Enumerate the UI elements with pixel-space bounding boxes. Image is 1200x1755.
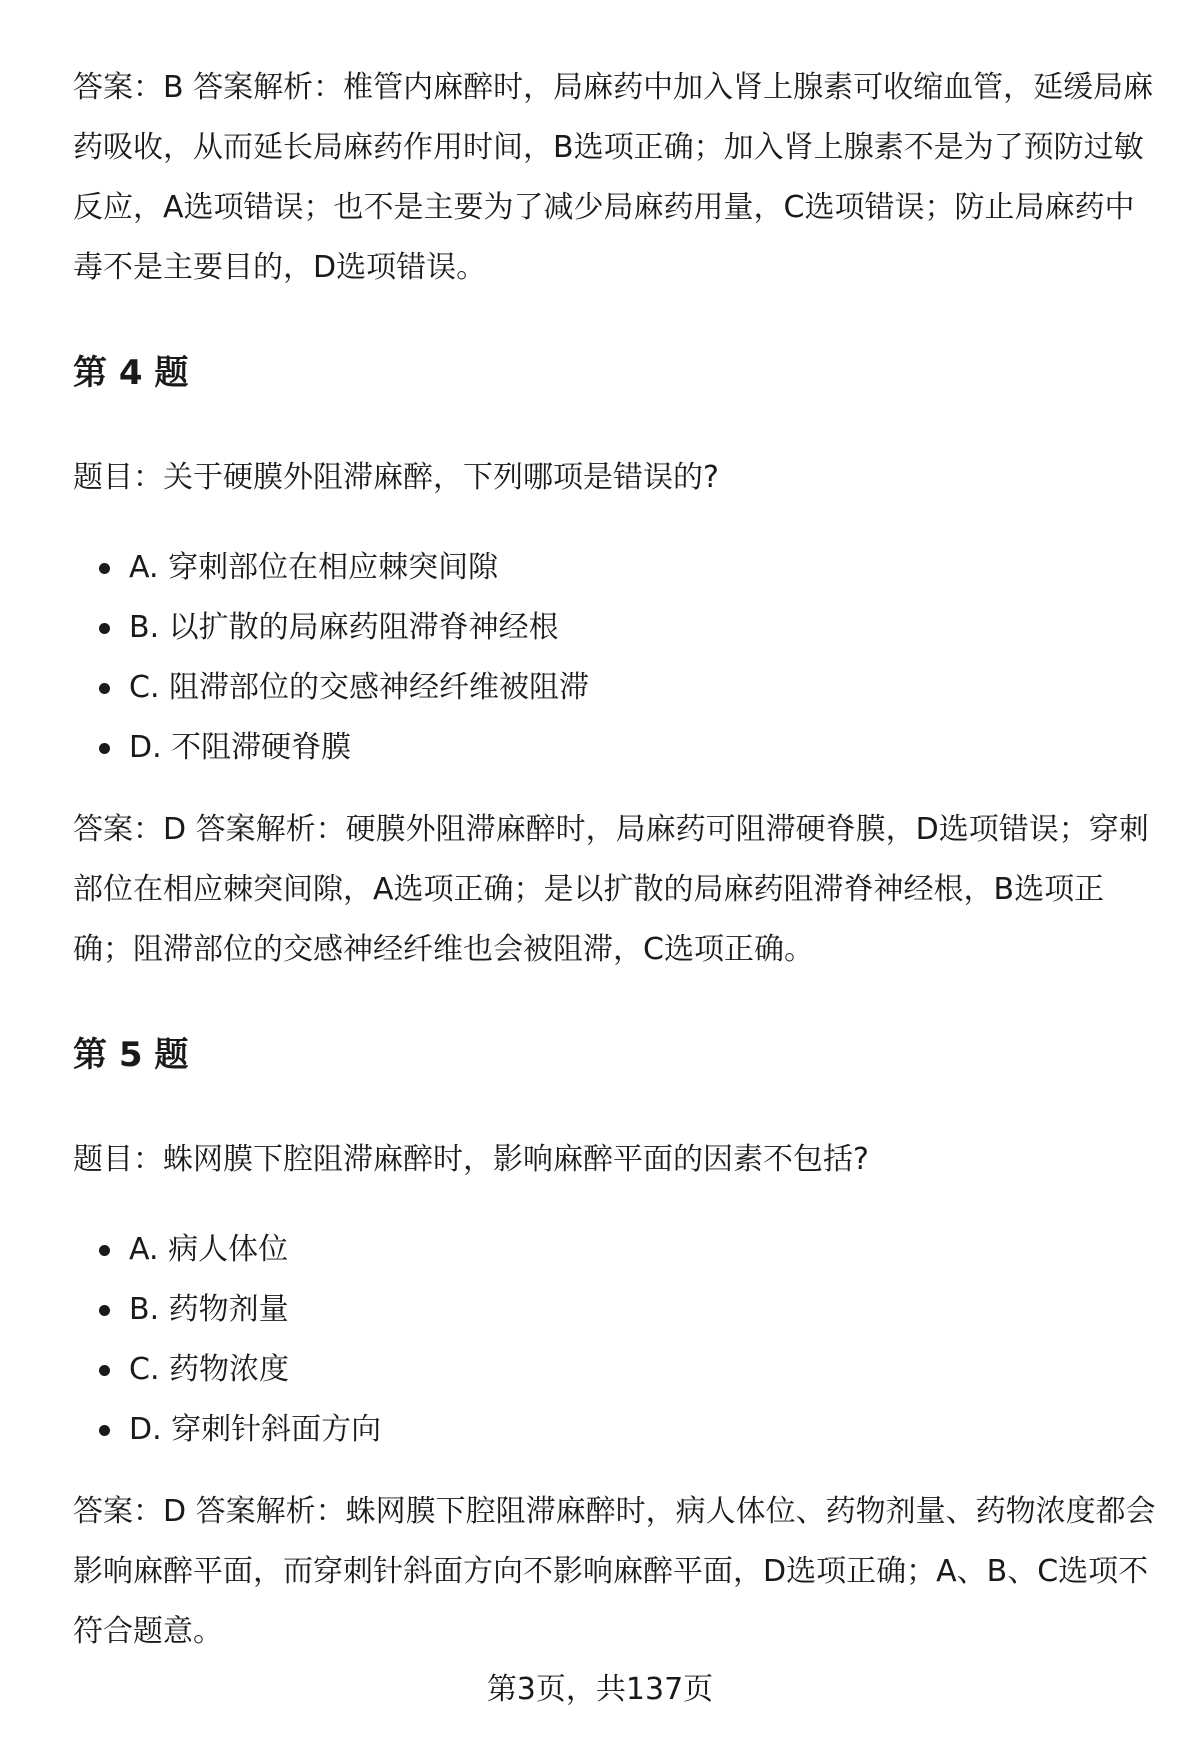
question-block-5 [73,1032,1163,1662]
option-text: C. 药物浓度 [129,1352,290,1387]
option-list [73,1220,1163,1460]
page-content [73,58,1163,1662]
option-list [73,538,1163,778]
bullet-icon [99,1245,110,1256]
option-text: A. 病人体位 [129,1232,289,1267]
option-text: B. 药物剂量 [129,1292,289,1327]
option-item [73,538,1163,598]
bullet-icon [99,563,110,574]
option-item [73,1340,1163,1400]
bullet-icon [99,743,110,754]
option-text: C. 阻滞部位的交感神经纤维被阻滞 [129,670,590,705]
option-text: B. 以扩散的局麻药阻滞脊神经根 [129,610,559,645]
bullet-icon [99,1305,110,1316]
question-heading: 第 4 题 [73,353,189,393]
answer-explanation: 答案：D 答案解析：硬膜外阻滞麻醉时，局麻药可阻滞硬脊膜，D选项错误；穿刺部位在相应棘突间隙，A选项正确；是以扩散的局麻药阻滞脊神经根，B选项正确；阻滞部位的交感神经纤维也会被阻滞，C选项正确。 [73,812,1149,967]
page-number-footer: 第3页，共137页 [486,1672,714,1707]
option-item [73,1220,1163,1280]
bullet-icon [99,1365,110,1376]
option-item [73,658,1163,718]
question-block-4 [73,350,1163,980]
option-item [73,1400,1163,1460]
question-heading: 第 5 题 [73,1035,189,1075]
question-stem: 题目：关于硬膜外阻滞麻醉，下列哪项是错误的? [73,460,719,495]
answer-explanation: 答案：D 答案解析：蛛网膜下腔阻滞麻醉时，病人体位、药物剂量、药物浓度都会影响麻醉平面，而穿刺针斜面方向不影响麻醉平面，D选项正确；A、B、C选项不符合题意。 [73,1494,1156,1649]
question-stem: 题目：蛛网膜下腔阻滞麻醉时，影响麻醉平面的因素不包括? [73,1142,869,1177]
option-item [73,1280,1163,1340]
bullet-icon [99,1425,110,1436]
option-item [73,598,1163,658]
bullet-icon [99,683,110,694]
previous-answer-text: 答案：B 答案解析：椎管内麻醉时，局麻药中加入肾上腺素可收缩血管，延缓局麻药吸收，从而延长局麻药作用时间，B选项正确；加入肾上腺素不是为了预防过敏反应，A选项错误；也不是主要为了减少局麻药用量，C选项错误；防止局麻药中毒不是主要目的，D选项错误。 [73,70,1154,285]
option-text: D. 穿刺针斜面方向 [129,1412,382,1447]
option-item [73,718,1163,778]
option-text: D. 不阻滞硬脊膜 [129,730,352,765]
option-text: A. 穿刺部位在相应棘突间隙 [129,550,499,585]
bullet-icon [99,623,110,634]
